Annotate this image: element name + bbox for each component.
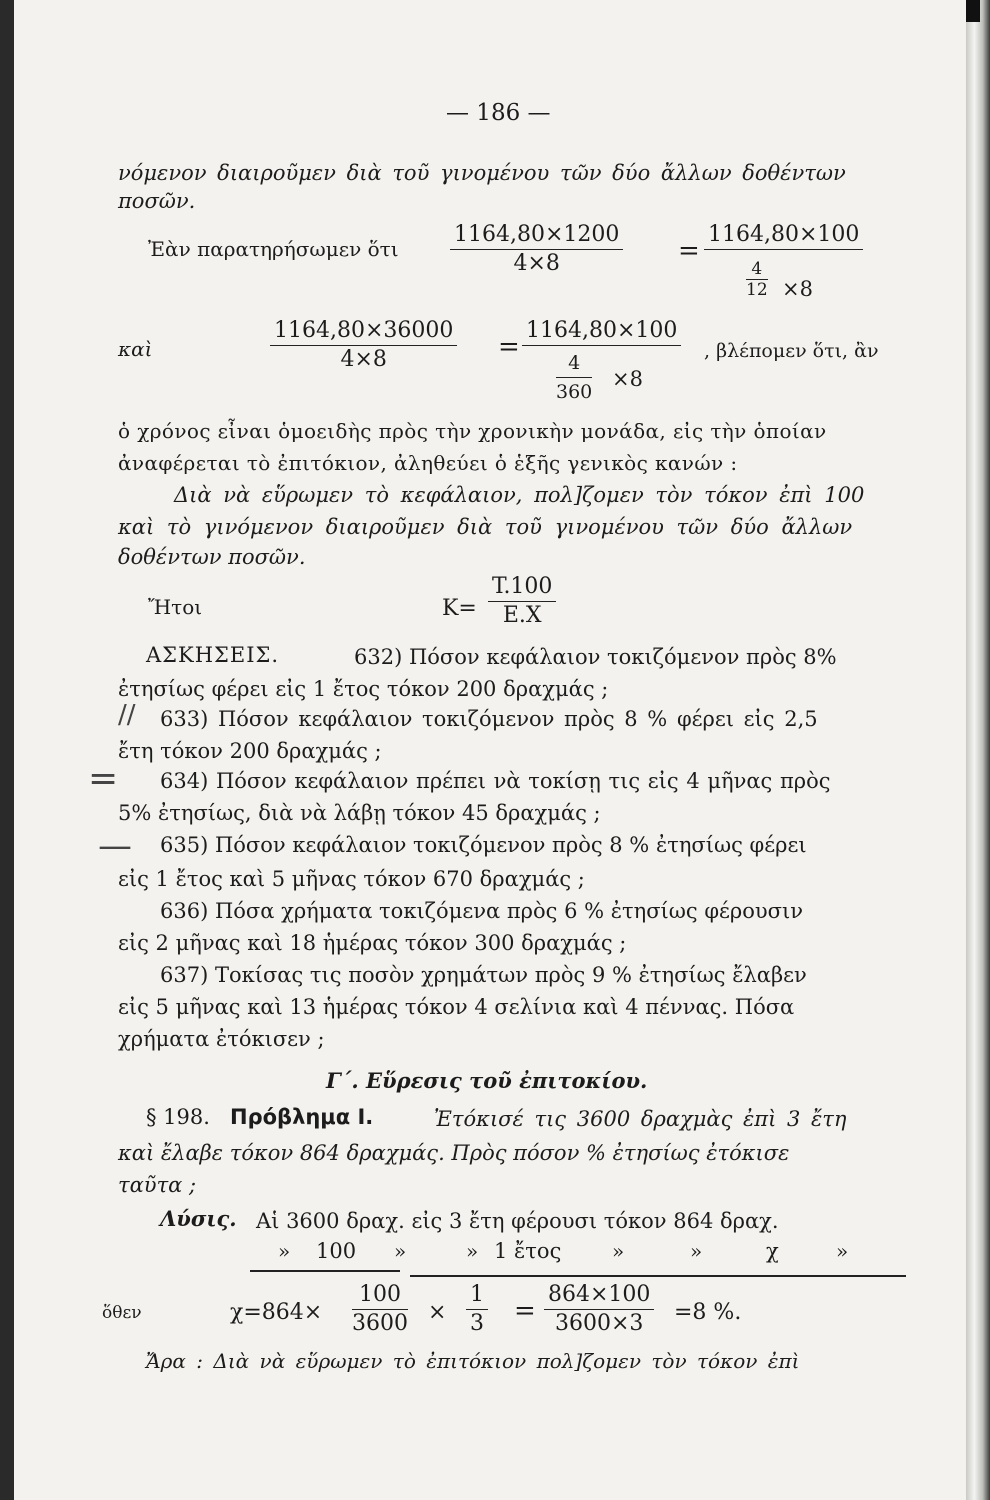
section-heading: Γ΄. Εὕρεσις τοῦ ἐπιτοκίου. bbox=[326, 1068, 648, 1093]
solution-rule-left bbox=[250, 1270, 400, 1272]
rule-line3: δοθέντων ποσῶν. bbox=[118, 545, 306, 569]
result-fraction-2 bbox=[466, 1282, 488, 1337]
eq1-left-fraction bbox=[450, 222, 623, 277]
result-times: × bbox=[428, 1300, 447, 1325]
para2-line1: ὁ χρόνος εἶναι ὁμοειδὴς πρὸς τὴν χρονικὴν μονάδα, εἰς τὴν ὁποίαν bbox=[118, 419, 827, 443]
exercise-637-line3: χρήματα ἐτόκισεν ; bbox=[118, 1027, 325, 1051]
eq1-right-fraction bbox=[704, 222, 863, 250]
solution-one-year: 1 ἔτος bbox=[494, 1239, 562, 1263]
solution-ditto-c: » bbox=[466, 1239, 479, 1263]
eq1-right-numerator: 1164,80×100 bbox=[704, 222, 863, 250]
result-fraction-3 bbox=[544, 1282, 654, 1337]
eq2-right-den-num: 4 bbox=[556, 350, 592, 378]
problem-number: § 198. bbox=[146, 1105, 210, 1129]
exercise-637-line2: εἰς 5 μῆνας καὶ 13 ἡμέρας τόκον 4 σελίνια καὶ 4 πέννας. Πόσα bbox=[118, 995, 795, 1019]
eq2-left-denominator: 4×8 bbox=[340, 347, 387, 372]
eq2-right-numerator: 1164,80×100 bbox=[522, 318, 681, 346]
problem-line1: Ἐτόκισέ τις 3600 δραχμὰς ἐπὶ 3 ἔτη bbox=[434, 1107, 847, 1131]
solution-100: 100 bbox=[316, 1239, 357, 1263]
book-spine bbox=[966, 0, 990, 1500]
exercises-heading: ΑΣΚΗΣΕΙΣ. bbox=[146, 643, 280, 667]
para1-line1: νόμενον διαιροῦμεν διὰ τοῦ γινομένου τῶν δύο ἄλλων δοθέντων bbox=[118, 161, 846, 185]
eq2-left-fraction bbox=[270, 318, 457, 373]
solution-rule-right bbox=[410, 1275, 906, 1277]
exercise-636-line2: εἰς 2 μῆνας καὶ 18 ἡμέρας τόκον 300 δραχμάς ; bbox=[118, 931, 627, 955]
result-tail: =8 %. bbox=[674, 1300, 742, 1325]
problem-line2: καὶ ἔλαβε τόκον 864 δραχμάς. Πρὸς πόσον % ἐτησίως ἐτόκισε bbox=[118, 1141, 790, 1165]
exercise-632-line2: ἐτησίως φέρει εἰς 1 ἔτος τόκον 200 δραχμάς ; bbox=[118, 677, 609, 701]
rule-line1: Διὰ νὰ εὕρωμεν τὸ κεφάλαιον, πολ]ζομεν τὸν τόκον ἐπὶ 100 bbox=[174, 483, 865, 507]
para2-line2: ἀναφέρεται τὸ ἐπιτόκιον, ἀληθεύει ὁ ἑξῆς γενικὸς κανών : bbox=[118, 451, 738, 475]
book-page bbox=[14, 0, 966, 1500]
result-f3-den: 3600×3 bbox=[555, 1311, 644, 1336]
formula-fraction bbox=[488, 574, 556, 629]
para1-line2: ποσῶν. bbox=[118, 189, 196, 213]
exercise-635-line2: εἰς 1 ἔτος καὶ 5 μῆνας τόκον 670 δραχμάς ; bbox=[118, 867, 585, 891]
margin-mark-dash: — bbox=[98, 826, 132, 866]
result-f1-num: 100 bbox=[352, 1282, 408, 1310]
eq2-tail: , βλέπομεν ὅτι, ἂν bbox=[704, 340, 879, 362]
solution-ditto-e: » bbox=[690, 1239, 703, 1263]
eq2-lead: καὶ bbox=[118, 337, 153, 361]
exercise-634-line2: 5% ἐτησίως, διὰ νὰ λάβῃ τόκον 45 δραχμάς ; bbox=[118, 801, 601, 825]
solution-ditto-b: » bbox=[394, 1239, 407, 1263]
exercise-632-line1: 632) Πόσον κεφάλαιον τοκιζόμενον πρὸς 8% bbox=[354, 645, 837, 669]
closing-line: Ἄρα : Διὰ νὰ εὕρωμεν τὸ ἐπιτόκιον πολ]ζομεν τὸν τόκον ἐπὶ bbox=[146, 1349, 800, 1373]
eq1-right-den-num: 4 bbox=[746, 260, 768, 280]
problem-title: Πρόβλημα I. bbox=[230, 1105, 374, 1129]
formula-lead: Ἤτοι bbox=[148, 595, 203, 619]
solution-ditto-a: » bbox=[278, 1239, 291, 1263]
formula-lhs: K= bbox=[442, 596, 477, 621]
exercise-634-line1: 634) Πόσον κεφάλαιον πρέπει νὰ τοκίσῃ τις εἰς 4 μῆνας πρὸς bbox=[160, 769, 831, 793]
rule-line2: καὶ τὸ γινόμενον διαιροῦμεν διὰ τοῦ γινομένου τῶν δύο ἄλλων bbox=[118, 515, 853, 539]
eq1-right-den-tail: ×8 bbox=[782, 277, 813, 301]
eq1-lead: Ἐὰν παρατηρήσωμεν ὅτι bbox=[148, 237, 399, 261]
solution-ditto-f: » bbox=[836, 1239, 849, 1263]
eq1-right-den-den: 12 bbox=[746, 280, 768, 300]
exercise-636-line1: 636) Πόσα χρήματα τοκιζόμενα πρὸς 6 % ἐτησίως φέρουσιν bbox=[160, 899, 804, 923]
solution-x: χ bbox=[766, 1239, 779, 1263]
formula-denominator: E.X bbox=[502, 603, 542, 628]
problem-line3: ταῦτα ; bbox=[118, 1173, 197, 1197]
eq1-left-numerator: 1164,80×1200 bbox=[450, 222, 623, 250]
result-f1-den: 3600 bbox=[352, 1311, 408, 1336]
eq1-equals: = bbox=[678, 236, 700, 266]
result-equals: = bbox=[514, 1296, 536, 1326]
formula-numerator: T.100 bbox=[488, 574, 556, 602]
eq2-right-denominator-fraction bbox=[556, 350, 592, 405]
exercise-635-line1: 635) Πόσον κεφάλαιον τοκιζόμενον πρὸς 8 % ἐτησίως φέρει bbox=[160, 833, 807, 857]
eq1-left-denominator: 4×8 bbox=[513, 251, 560, 276]
eq2-left-numerator: 1164,80×36000 bbox=[270, 318, 457, 346]
eq1-right-denominator-fraction bbox=[746, 260, 768, 299]
exercise-637-line1: 637) Τοκίσας τις ποσὸν χρημάτων πρὸς 9 % ἐτησίως ἔλαβεν bbox=[160, 963, 807, 987]
exercise-633-line1: 633) Πόσον κεφάλαιον τοκιζόμενον πρὸς 8 % φέρει εἰς 2,5 bbox=[160, 707, 818, 731]
result-f2-num: 1 bbox=[466, 1282, 488, 1310]
eq2-equals: = bbox=[498, 332, 520, 362]
eq2-right-fraction bbox=[522, 318, 681, 346]
result-fraction-1 bbox=[352, 1282, 408, 1337]
margin-mark-slash: // bbox=[118, 700, 136, 730]
eq2-right-den-tail: ×8 bbox=[612, 367, 643, 391]
solution-label: Λύσις. bbox=[160, 1206, 237, 1231]
solution-line1: Αἱ 3600 δραχ. εἰς 3 ἔτη φέρουσι τόκον 864 δραχ. bbox=[256, 1209, 779, 1233]
corner-ink-mark bbox=[966, 0, 980, 22]
eq2-right-den-den: 360 bbox=[556, 381, 593, 403]
page-number: — 186 — bbox=[446, 100, 551, 126]
result-f2-den: 3 bbox=[470, 1311, 484, 1336]
exercise-633-line2: ἔτη τόκον 200 δραχμάς ; bbox=[118, 739, 382, 763]
margin-mark-equals: = bbox=[88, 758, 119, 799]
result-lead: ὅθεν bbox=[102, 1303, 142, 1323]
solution-ditto-d: » bbox=[612, 1239, 625, 1263]
result-f3-num: 864×100 bbox=[544, 1282, 654, 1310]
result-x-eq: χ=864× bbox=[230, 1300, 323, 1325]
